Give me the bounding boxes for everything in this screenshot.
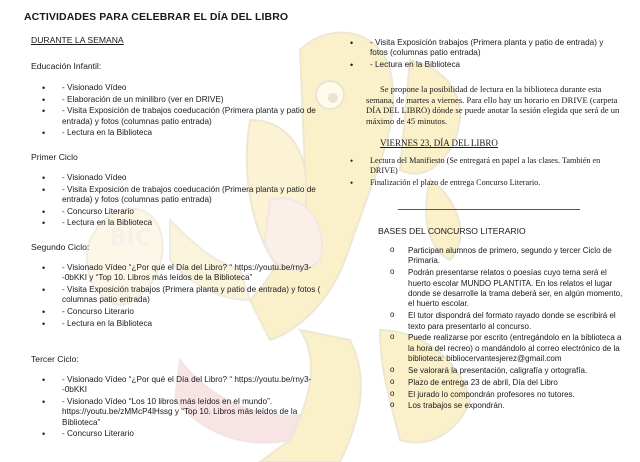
primer-label: Primer Ciclo [31, 152, 78, 162]
list-item: • - Visita Exposición trabajos (Primera planta y patio de entrada) y fotos ( columnas patio entrada) [40, 285, 332, 306]
list-item: • Lectura del Manifiesto (Se entregará en papel a las clases. También en DRIVE) [348, 156, 624, 177]
svg-text:BIC: BIC [110, 226, 152, 251]
viernes-list [348, 156, 624, 190]
list-item: • - Visionado Vídeo “¿Por qué el Día del Libro? “ https://youtu.be/rny3--0bKKI y “Top 10. Libros más leídos de la Biblioteca” [40, 263, 332, 284]
list-item: • - Visita Exposición de trabajos coeducación (Primera planta y patio de entrada) y fotos (columnas patio entrada) [40, 185, 340, 206]
list-item: • - Concurso Literario [40, 207, 340, 217]
list-item: o El jurado lo compondrán profesores no tutores. [386, 390, 626, 400]
list-item: • - Visionado Vídeo [40, 83, 340, 93]
document-title: ACTIVIDADES PARA CELEBRAR EL DÍA DEL LIBRO [24, 11, 289, 23]
list-item: o El tutor dispondrá del formato rayado donde se escribirá el texto para presentarlo al concurso. [386, 311, 626, 332]
segundo-label: Segundo Ciclo: [31, 242, 90, 252]
right-top-list [348, 38, 620, 72]
list-item: • - Lectura en la Biblioteca [40, 319, 332, 329]
list-item: o Participan alumnos de primero, segundo y tercer Ciclo de Primaria. [386, 246, 626, 267]
list-item: o Plazo de entrega 23 de abril, Día del Libro [386, 378, 626, 388]
list-item: • Finalización el plazo de entrega Concurso Literario. [348, 178, 624, 188]
list-item: • - Concurso Literario [40, 429, 332, 439]
list-item: • - Visionado Vídeo “¿Por qué el Día del Libro? “ https://youtu.be/rny3--0bKKI [40, 375, 332, 396]
tercer-label: Tercer Ciclo: [31, 354, 79, 364]
bases-heading: BASES DEL CONCURSO LITERARIO [378, 226, 526, 236]
list-item: • - Lectura en la Biblioteca [40, 128, 340, 138]
list-item: o Puede realizarse por escrito (entregándolo en la biblioteca a la hora del recreo) o mandándolo al correo electrónico de la biblioteca: bibliocervantesjerez@gmail.com [386, 333, 626, 364]
tercer-list [40, 375, 332, 441]
list-item: • - Visita Exposición de trabajos coeducación (Primera planta y patio de entrada) y fotos (columnas patio entrada) [40, 106, 340, 127]
bases-list [386, 246, 626, 413]
list-item: • - Concurso Literario [40, 307, 332, 317]
list-item: • - Elaboración de un minilibro (ver en DRIVE) [40, 95, 340, 105]
durante-heading: DURANTE LA SEMANA [31, 35, 124, 45]
primer-list [40, 173, 340, 230]
list-item: • - Visionado Vídeo “Los 10 libros más leídos en el mundo”. https://youtu.be/zMMcP4lHssg y “Top 10. Libros más leídos de la Biblioteca” [40, 397, 332, 428]
list-item: o Se valorará la presentación, caligrafía y ortografía. [386, 366, 626, 376]
list-item: o Los trabajos se expondrán. [386, 401, 626, 411]
list-item: • - Lectura en la Biblioteca [40, 218, 340, 228]
viernes-heading: VIERNES 23, DÍA DEL LIBRO [380, 138, 498, 148]
list-item: • - Visionado Vídeo [40, 173, 340, 183]
divider [398, 209, 580, 210]
list-item: • - Lectura en la Biblioteca [348, 60, 620, 70]
lectura-paragraph: Se propone la posibilidad de lectura en la biblioteca durante esta semana, de martes a viernes. Para ello hay un horario en DRIVE (carpeta DÍA DEL LIBRO) dónde se puede anotar la sesión elegida que será de un máximo de 45 minutos. [366, 84, 620, 126]
infantil-list [40, 83, 340, 140]
infantil-label: Educación Infantil: [31, 61, 102, 71]
list-item: • - Visita Exposición trabajos (Primera planta y patio de entrada) y fotos (columnas patio entrada) [348, 38, 620, 59]
segundo-list [40, 263, 332, 330]
list-item: o Podrán presentarse relatos o poesías cuyo tema será el huerto escolar MUNDO PLANTITA. En los relatos el lugar donde se desarrolle la trama deberá ser, en algún momento, el huerto escolar. [386, 268, 626, 310]
